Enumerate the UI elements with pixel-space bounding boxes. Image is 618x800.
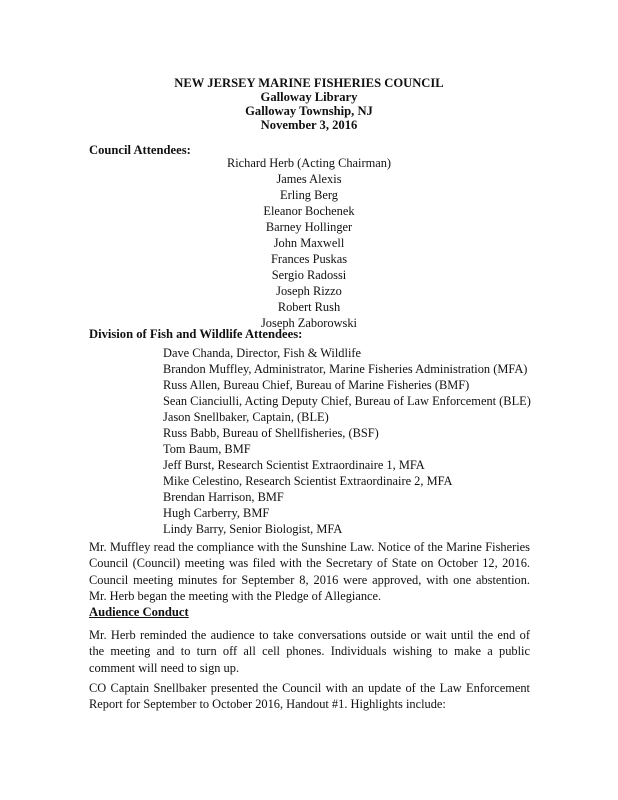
council-member: Joseph Rizzo: [276, 284, 342, 298]
law-enforcement-paragraph: CO Captain Snellbaker presented the Council with an update of the Law Enforcement Report for September to October 2016, Handout #1. Highlights include:: [89, 681, 530, 712]
audience-conduct-paragraph: Mr. Herb reminded the audience to take conversations outside or wait until the end of the meeting and to turn off all cell phones. Individuals wishing to make a public comment will need to sign up.: [89, 628, 530, 675]
council-member: Richard Herb (Acting Chairman): [226, 156, 392, 170]
division-member: Tom Baum, BMF: [163, 442, 251, 456]
division-attendees-heading: Division of Fish and Wildlife Attendees:: [89, 327, 303, 341]
division-member: Jason Snellbaker, Captain, (BLE): [163, 410, 329, 424]
division-member: Mike Celestino, Research Scientist Extraordinaire 2, MFA: [163, 474, 453, 488]
division-member: Russ Allen, Bureau Chief, Bureau of Marine Fisheries (BMF): [163, 378, 470, 392]
meeting-location: Galloway Township, NJ: [245, 104, 373, 118]
council-member: Sergio Radossi: [271, 268, 347, 282]
meeting-date: November 3, 2016: [260, 118, 358, 132]
audience-conduct-heading: Audience Conduct: [89, 605, 189, 619]
division-member: Lindy Barry, Senior Biologist, MFA: [163, 522, 343, 536]
division-member: Sean Cianciulli, Acting Deputy Chief, Bureau of Law Enforcement (BLE): [163, 394, 531, 408]
council-member: John Maxwell: [273, 236, 345, 250]
division-member: Brandon Muffley, Administrator, Marine Fisheries Administration (MFA): [163, 362, 528, 376]
division-member: Russ Babb, Bureau of Shellfisheries, (BSF): [163, 426, 379, 440]
division-member: Jeff Burst, Research Scientist Extraordinaire 1, MFA: [163, 458, 425, 472]
council-member: Eleanor Bochenek: [263, 204, 355, 218]
council-member: Erling Berg: [280, 188, 338, 202]
division-member: Hugh Carberry, BMF: [163, 506, 270, 520]
meeting-venue: Galloway Library: [260, 90, 358, 104]
division-member: Brendan Harrison, BMF: [163, 490, 284, 504]
council-member: Robert Rush: [277, 300, 341, 314]
council-attendees-heading: Council Attendees:: [89, 143, 191, 157]
council-member: Barney Hollinger: [265, 220, 353, 234]
council-member: Joseph Zaborowski: [260, 316, 357, 330]
division-member: Dave Chanda, Director, Fish & Wildlife: [163, 346, 362, 360]
sunshine-law-paragraph: Mr. Muffley read the compliance with the Sunshine Law. Notice of the Marine Fisheries Council (Council) meeting was filed with the Secretary of State on October 12, 2016. Council meeting minutes for September 8, 2016 were approved, with one abstention. Mr. Herb began the meeting with the Pledge of Allegiance.: [89, 540, 530, 603]
document-title: NEW JERSEY MARINE FISHERIES COUNCIL: [174, 76, 444, 90]
council-member: Frances Puskas: [270, 252, 348, 266]
council-member: James Alexis: [276, 172, 342, 186]
